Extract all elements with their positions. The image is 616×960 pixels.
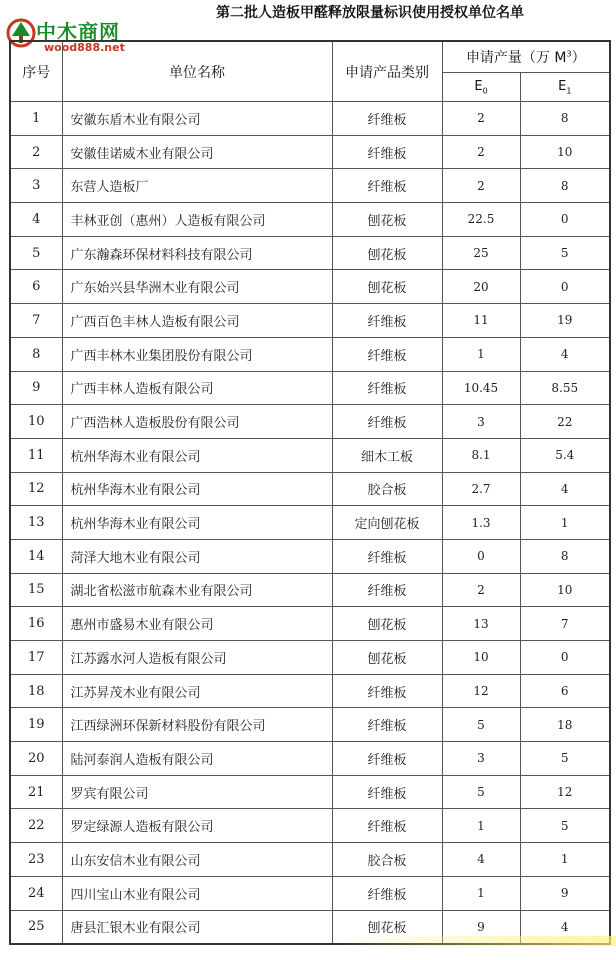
authorized-units-table xyxy=(9,40,611,945)
cell-no: 18 xyxy=(10,674,62,708)
table-row xyxy=(10,539,610,573)
cell-e0: 22.5 xyxy=(442,203,520,237)
decorative-highlight xyxy=(336,936,616,946)
cell-e0: 12 xyxy=(442,674,520,708)
cell-unit-name: 山东安信木业有限公司 xyxy=(62,843,332,877)
cell-no: 16 xyxy=(10,607,62,641)
cell-unit-name: 菏泽大地木业有限公司 xyxy=(62,539,332,573)
cell-category: 刨花板 xyxy=(332,203,442,237)
cell-e1: 5 xyxy=(520,809,610,843)
cell-category: 纤维板 xyxy=(332,573,442,607)
cell-unit-name: 江苏昇茂木业有限公司 xyxy=(62,674,332,708)
cell-no: 19 xyxy=(10,708,62,742)
header-product-category: 申请产品类别 xyxy=(332,41,442,102)
cell-no: 5 xyxy=(10,236,62,270)
cell-category: 纤维板 xyxy=(332,169,442,203)
table-row xyxy=(10,405,610,439)
table-row xyxy=(10,169,610,203)
cell-e1: 0 xyxy=(520,270,610,304)
cell-no: 1 xyxy=(10,102,62,136)
cell-e0: 11 xyxy=(442,304,520,338)
document-title: 第二批人造板甲醛释放限量标识使用授权单位名单 xyxy=(216,5,524,21)
cell-unit-name: 罗定绿源人造板有限公司 xyxy=(62,809,332,843)
cell-no: 4 xyxy=(10,203,62,237)
cell-category: 纤维板 xyxy=(332,102,442,136)
cell-no: 20 xyxy=(10,742,62,776)
header-e1: $E_1$ xyxy=(520,73,610,102)
cell-unit-name: 陆河泰润人造板有限公司 xyxy=(62,742,332,776)
cell-unit-name: 湖北省松滋市航森木业有限公司 xyxy=(62,573,332,607)
cell-e0: 1 xyxy=(442,337,520,371)
cell-unit-name: 杭州华海木业有限公司 xyxy=(62,472,332,506)
cell-e0: 3 xyxy=(442,405,520,439)
cell-e1: 5.4 xyxy=(520,438,610,472)
cell-no: 12 xyxy=(10,472,62,506)
cell-no: 10 xyxy=(10,405,62,439)
cell-e0: 2 xyxy=(442,102,520,136)
table-row xyxy=(10,674,610,708)
cell-e0: 20 xyxy=(442,270,520,304)
table-row xyxy=(10,742,610,776)
cell-category: 胶合板 xyxy=(332,843,442,877)
cell-category: 纤维板 xyxy=(332,337,442,371)
cell-e1: 8 xyxy=(520,539,610,573)
table-row xyxy=(10,270,610,304)
table-row xyxy=(10,775,610,809)
cell-unit-name: 安徽佳诺威木业有限公司 xyxy=(62,135,332,169)
cell-category: 刨花板 xyxy=(332,641,442,675)
cell-e1: 0 xyxy=(520,203,610,237)
cell-category: 纤维板 xyxy=(332,876,442,910)
cell-category: 纤维板 xyxy=(332,135,442,169)
cell-unit-name: 广东瀚森环保材料科技有限公司 xyxy=(62,236,332,270)
table-row xyxy=(10,135,610,169)
cell-unit-name: 罗宾有限公司 xyxy=(62,775,332,809)
header-output: 申请产量（万 $M^3$） xyxy=(442,41,610,73)
table-row xyxy=(10,337,610,371)
header-unit-name: 单位名称 xyxy=(62,41,332,102)
cell-unit-name: 唐县汇银木业有限公司 xyxy=(62,910,332,944)
cell-category: 纤维板 xyxy=(332,742,442,776)
header-no: 序号 xyxy=(10,41,62,102)
cell-e1: 12 xyxy=(520,775,610,809)
cell-unit-name: 广西丰林木业集团股份有限公司 xyxy=(62,337,332,371)
cell-category: 刨花板 xyxy=(332,236,442,270)
cell-e1: 10 xyxy=(520,573,610,607)
header-e0: $E_0$ xyxy=(442,73,520,102)
cell-category: 细木工板 xyxy=(332,438,442,472)
cell-e0: 9 xyxy=(442,910,520,944)
cell-e1: 5 xyxy=(520,236,610,270)
cell-e1: 4 xyxy=(520,472,610,506)
cell-no: 14 xyxy=(10,539,62,573)
cell-e1: 18 xyxy=(520,708,610,742)
table-row xyxy=(10,371,610,405)
cell-e0: 10 xyxy=(442,641,520,675)
cell-e0: 1 xyxy=(442,876,520,910)
cell-unit-name: 广东始兴县华洲木业有限公司 xyxy=(62,270,332,304)
cell-no: 8 xyxy=(10,337,62,371)
table-row xyxy=(10,438,610,472)
cell-category: 刨花板 xyxy=(332,270,442,304)
cell-e1: 1 xyxy=(520,506,610,540)
cell-e0: 2 xyxy=(442,169,520,203)
cell-e1: 7 xyxy=(520,607,610,641)
cell-unit-name: 惠州市盛易木业有限公司 xyxy=(62,607,332,641)
table-row xyxy=(10,573,610,607)
cell-e1: 8 xyxy=(520,169,610,203)
cell-no: 17 xyxy=(10,641,62,675)
table-row xyxy=(10,472,610,506)
table-row xyxy=(10,607,610,641)
cell-category: 纤维板 xyxy=(332,809,442,843)
cell-no: 23 xyxy=(10,843,62,877)
cell-e1: 8 xyxy=(520,102,610,136)
cell-unit-name: 江苏露水河人造板有限公司 xyxy=(62,641,332,675)
cell-e0: 5 xyxy=(442,708,520,742)
cell-e0: 10.45 xyxy=(442,371,520,405)
table-row xyxy=(10,843,610,877)
cell-no: 11 xyxy=(10,438,62,472)
cell-no: 7 xyxy=(10,304,62,338)
cell-e0: 2 xyxy=(442,135,520,169)
cell-e1: 6 xyxy=(520,674,610,708)
cell-unit-name: 广西百色丰林人造板有限公司 xyxy=(62,304,332,338)
cell-category: 纤维板 xyxy=(332,371,442,405)
cell-e1: 22 xyxy=(520,405,610,439)
cell-e0: 25 xyxy=(442,236,520,270)
cell-e0: 8.1 xyxy=(442,438,520,472)
cell-e0: 4 xyxy=(442,843,520,877)
cell-no: 3 xyxy=(10,169,62,203)
cell-e0: 3 xyxy=(442,742,520,776)
cell-unit-name: 杭州华海木业有限公司 xyxy=(62,506,332,540)
cell-e1: 10 xyxy=(520,135,610,169)
table-row xyxy=(10,236,610,270)
table-row xyxy=(10,809,610,843)
cell-category: 纤维板 xyxy=(332,708,442,742)
cell-category: 定向刨花板 xyxy=(332,506,442,540)
cell-unit-name: 江西绿洲环保新材料股份有限公司 xyxy=(62,708,332,742)
cell-category: 刨花板 xyxy=(332,910,442,944)
cell-unit-name: 广西浩林人造板股份有限公司 xyxy=(62,405,332,439)
cell-e0: 2 xyxy=(442,573,520,607)
cell-e1: 1 xyxy=(520,843,610,877)
cell-e0: 0 xyxy=(442,539,520,573)
cell-e1: 4 xyxy=(520,337,610,371)
cell-category: 纤维板 xyxy=(332,304,442,338)
table-row xyxy=(10,641,610,675)
cell-e1: 0 xyxy=(520,641,610,675)
cell-e0: 13 xyxy=(442,607,520,641)
cell-no: 22 xyxy=(10,809,62,843)
cell-no: 2 xyxy=(10,135,62,169)
table-row xyxy=(10,876,610,910)
cell-e1: 19 xyxy=(520,304,610,338)
cell-no: 13 xyxy=(10,506,62,540)
cell-no: 9 xyxy=(10,371,62,405)
cell-e1: 8.55 xyxy=(520,371,610,405)
cell-category: 胶合板 xyxy=(332,472,442,506)
cell-no: 24 xyxy=(10,876,62,910)
cell-category: 纤维板 xyxy=(332,405,442,439)
cell-category: 纤维板 xyxy=(332,775,442,809)
cell-category: 纤维板 xyxy=(332,539,442,573)
cell-no: 15 xyxy=(10,573,62,607)
cell-e0: 2.7 xyxy=(442,472,520,506)
cell-category: 纤维板 xyxy=(332,674,442,708)
cell-e0: 1.3 xyxy=(442,506,520,540)
logo-brand-text: 中木商网 xyxy=(36,20,120,44)
cell-e0: 1 xyxy=(442,809,520,843)
cell-e1: 4 xyxy=(520,910,610,944)
cell-unit-name: 丰林亚创（惠州）人造板有限公司 xyxy=(62,203,332,237)
cell-category: 刨花板 xyxy=(332,607,442,641)
cell-unit-name: 广西丰林人造板有限公司 xyxy=(62,371,332,405)
cell-unit-name: 四川宝山木业有限公司 xyxy=(62,876,332,910)
logo-site-url[interactable]: wood888.net xyxy=(44,41,125,54)
cell-e0: 5 xyxy=(442,775,520,809)
cell-no: 6 xyxy=(10,270,62,304)
cell-e1: 9 xyxy=(520,876,610,910)
cell-unit-name: 杭州华海木业有限公司 xyxy=(62,438,332,472)
cell-unit-name: 安徽东盾木业有限公司 xyxy=(62,102,332,136)
table-row xyxy=(10,506,610,540)
table-row xyxy=(10,203,610,237)
cell-no: 21 xyxy=(10,775,62,809)
table-row xyxy=(10,102,610,136)
cell-unit-name: 东营人造板厂 xyxy=(62,169,332,203)
cell-e1: 5 xyxy=(520,742,610,776)
table-row xyxy=(10,304,610,338)
cell-no: 25 xyxy=(10,910,62,944)
table-row xyxy=(10,708,610,742)
